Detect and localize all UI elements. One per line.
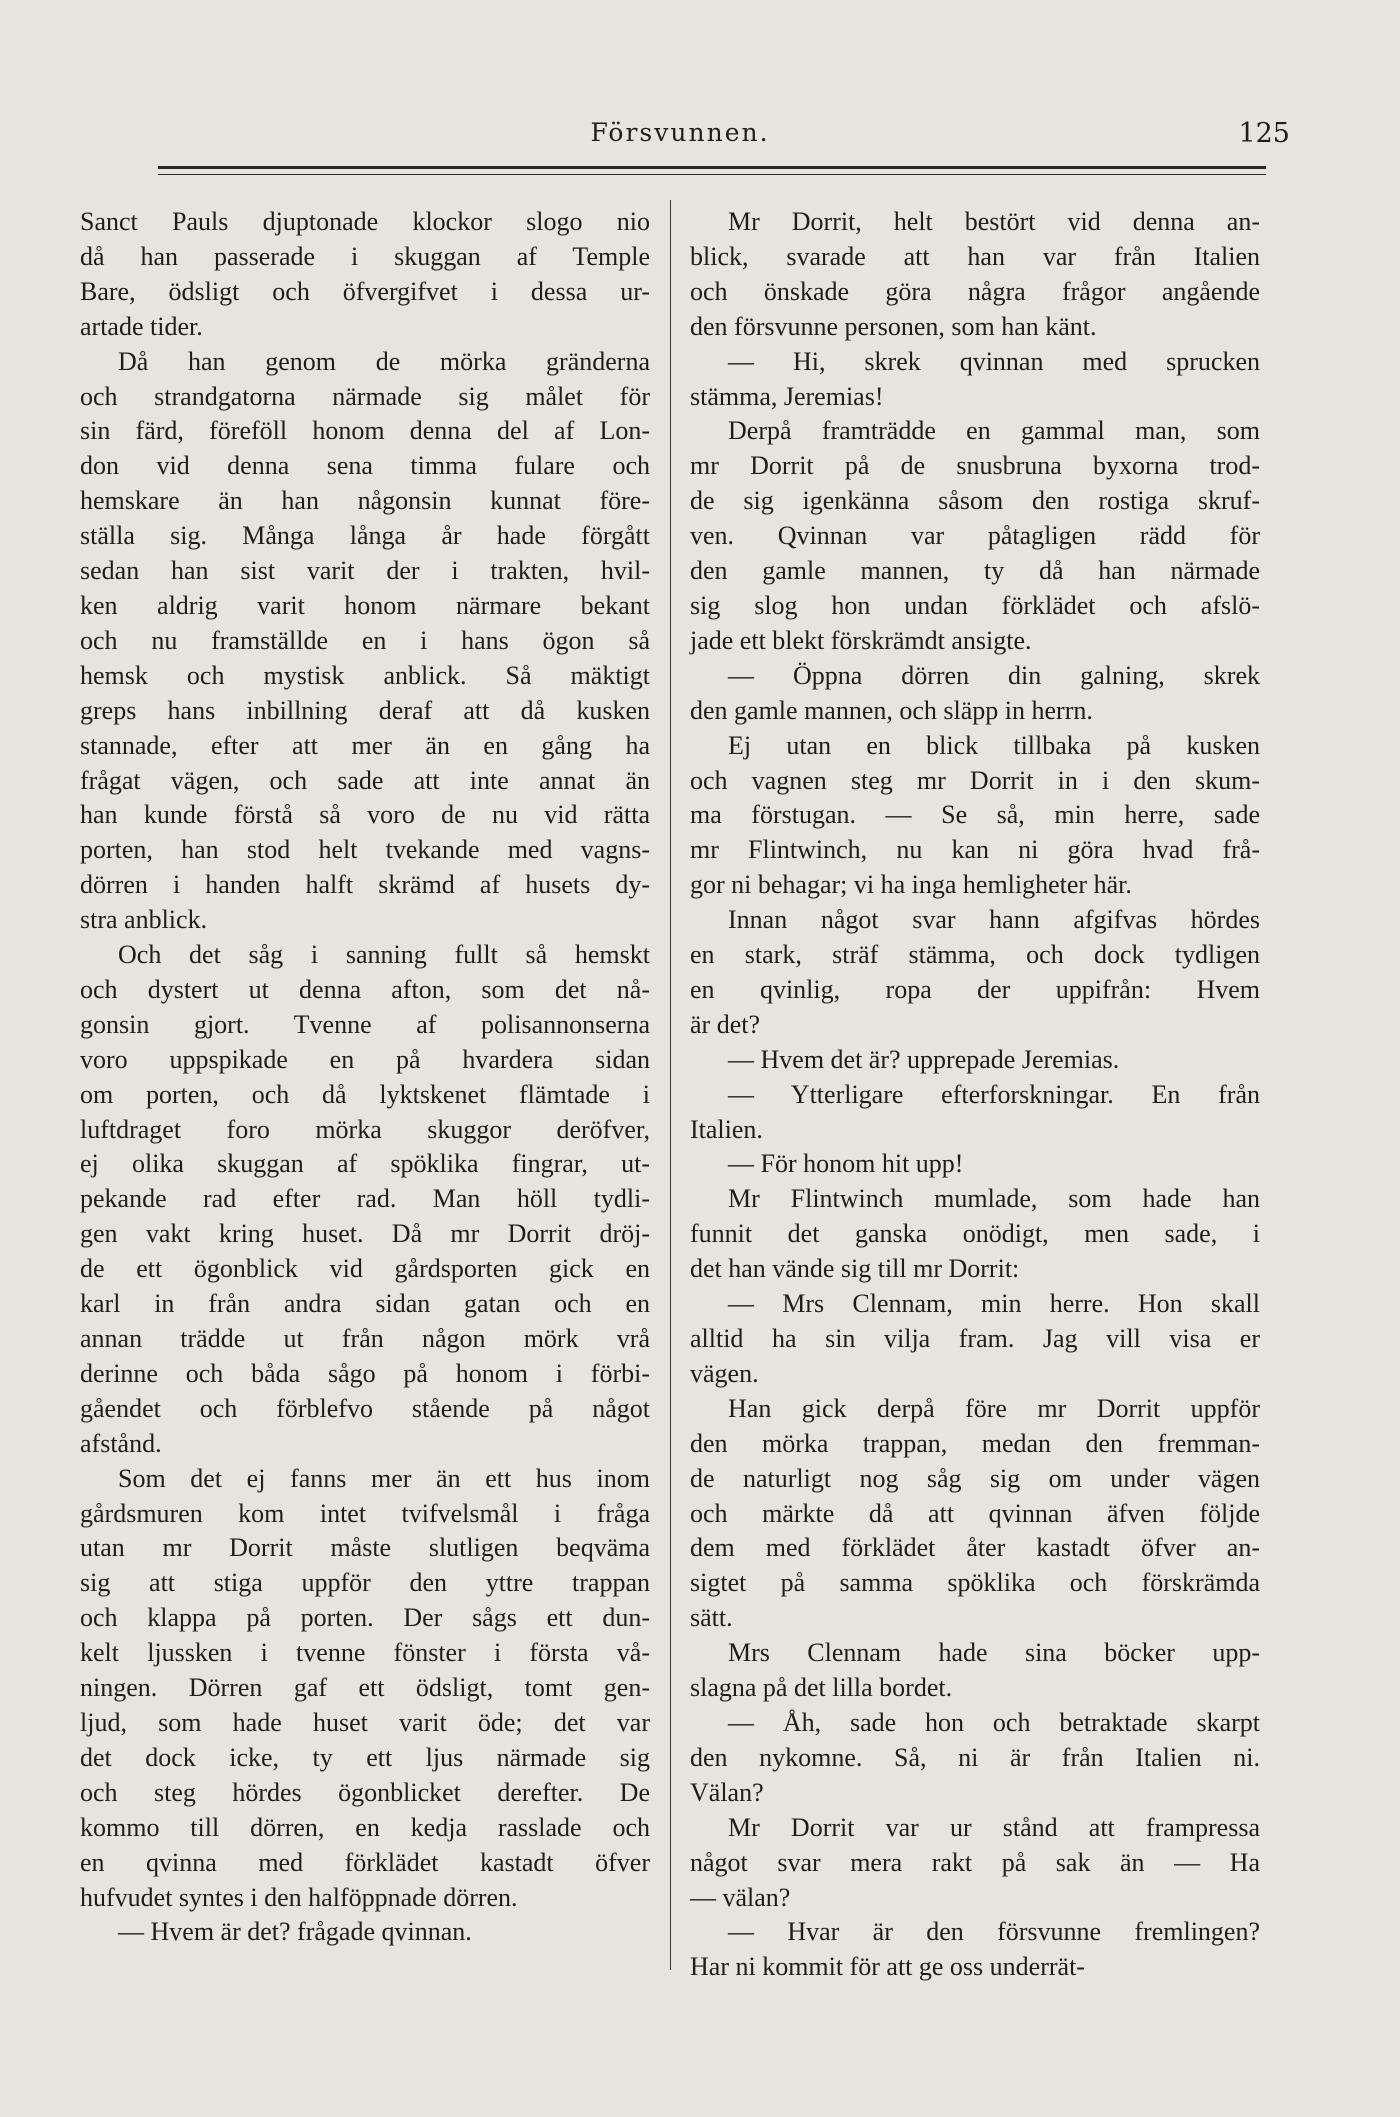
text-line: en qvinlig, ropa der uppifrån: Hvem	[690, 974, 1260, 1004]
text-line: sedan han sist varit der i trakten, hvil-	[80, 556, 650, 586]
text-line: kommo till dörren, en kedja rasslade och	[80, 1812, 650, 1842]
paragraph	[690, 1287, 1260, 1392]
text-line: den gamle mannen, och släpp in herrn.	[690, 695, 1093, 725]
text-line: Bare, ödsligt och öfvergifvet i dessa ur-	[80, 276, 650, 306]
text-line: gårdsmuren kom intet tvifvelsmål i fråga	[80, 1498, 650, 1528]
text-line: sig slog hon undan förklädet och afslö-	[690, 590, 1260, 620]
text-line: — Hi, skrek qvinnan med sprucken	[728, 346, 1260, 376]
text-line: gåendet och förblefvo stående på något	[80, 1393, 650, 1423]
text-line: — välan?	[690, 1882, 791, 1912]
text-line: artade tider.	[80, 311, 203, 341]
text-line: vägen.	[690, 1358, 759, 1388]
text-line: hufvudet syntes i den halföppnade dörren.	[80, 1882, 518, 1912]
paragraph	[690, 345, 1260, 415]
text-line: Som det ej fanns mer än ett hus inom	[118, 1463, 650, 1493]
text-line: afstånd.	[80, 1428, 162, 1458]
text-line: dörren i handen halft skrämd af husets dy-	[80, 870, 650, 900]
text-line: sig att stiga uppför den yttre trappan	[80, 1568, 650, 1598]
text-line: slagna på det lilla bordet.	[690, 1673, 953, 1703]
text-line: Derpå framträdde en gammal man, som	[728, 416, 1260, 446]
text-line: är det?	[690, 1009, 761, 1039]
paragraph	[690, 1636, 1260, 1706]
text-line: en stark, sträf stämma, och dock tydligen	[690, 940, 1260, 970]
text-line: stra anblick.	[80, 905, 208, 935]
page-number: 125	[1238, 118, 1290, 149]
text-line: Och det såg i sanning fullt så hemskt	[118, 940, 650, 970]
text-line: Mr Dorrit var ur stånd att frampressa	[728, 1812, 1260, 1842]
paragraph	[690, 1915, 1260, 1985]
text-line: — För honom hit upp!	[728, 1149, 964, 1179]
text-line: mr Dorrit på de snusbruna byxorna trod-	[690, 451, 1260, 481]
text-line: greps hans inbillning deraf att då kusken	[80, 695, 650, 725]
text-line: den mörka trappan, medan den fremman-	[690, 1428, 1260, 1458]
text-line: derinne och båda sågo på honom i förbi-	[80, 1358, 650, 1388]
text-line: de sig igenkänna såsom den rostiga skruf-	[690, 486, 1260, 516]
paragraph	[690, 414, 1260, 658]
text-line: då han passerade i skuggan af Temple	[80, 241, 650, 271]
text-line: ven. Qvinnan var påtagligen rädd för	[690, 521, 1260, 551]
header-rule-thick	[158, 166, 1266, 169]
header-rule-thin	[158, 174, 1266, 175]
text-line: ställa sig. Många långa år hade förgått	[80, 521, 650, 551]
text-line: alltid ha sin vilja fram. Jag vill visa er	[690, 1324, 1260, 1353]
text-line: — Öppna dörren din galning, skrek	[728, 660, 1260, 690]
paragraph	[690, 903, 1260, 1043]
paragraph	[690, 1811, 1260, 1916]
text-line: och vagnen steg mr Dorrit in i den skum-	[690, 765, 1260, 795]
text-line: frågat vägen, och sade att inte annat än	[80, 765, 650, 795]
paragraph	[690, 659, 1260, 729]
text-line: och strandgatorna närmade sig målet för	[80, 381, 650, 411]
right-column	[690, 205, 1260, 1985]
text-line: den gamle mannen, ty då han närmade	[690, 556, 1260, 586]
paragraph	[80, 205, 650, 345]
text-line: det dock icke, ty ett ljus närmade sig	[80, 1742, 650, 1772]
text-line: och klappa på porten. Der sågs ett dun-	[80, 1603, 650, 1633]
text-line: ljud, som hade huset varit öde; det var	[80, 1707, 650, 1737]
paragraph	[80, 1462, 650, 1916]
text-line: ningen. Dörren gaf ett ödsligt, tomt gen-	[80, 1673, 650, 1703]
text-line: voro uppspikade en på hvardera sidan	[80, 1044, 650, 1074]
text-line: Då han genom de mörka gränderna	[118, 346, 650, 376]
text-line: annan trädde ut från någon mörk vrå	[80, 1324, 650, 1353]
text-line: och märkte då att qvinnan äfven följde	[690, 1498, 1260, 1528]
text-line: — Ytterligare efterforskningar. En från	[728, 1079, 1260, 1109]
text-line: och dystert ut denna afton, som det nå-	[80, 974, 650, 1004]
text-line: gonsin gjort. Tvenne af polisannonserna	[80, 1009, 650, 1039]
text-line: luftdraget foro mörka skuggor deröfver,	[80, 1114, 650, 1144]
paragraph	[690, 1392, 1260, 1636]
text-line: don vid denna sena timma fulare och	[80, 451, 650, 481]
text-line: om porten, och då lyktskenet flämtade i	[80, 1079, 650, 1109]
text-line: Innan något svar hann afgifvas hördes	[728, 905, 1260, 935]
text-line: Har ni kommit för att ge oss underrät-	[690, 1952, 1085, 1982]
text-line: Ej utan en blick tillbaka på kusken	[728, 730, 1260, 760]
text-line: ken aldrig varit honom närmare bekant	[80, 590, 650, 620]
paragraph	[690, 729, 1260, 904]
text-line: gor ni behagar; vi ha inga hemligheter här.	[690, 870, 1132, 900]
text-line: dem med förklädet åter kastadt öfver an-	[690, 1533, 1260, 1563]
text-line: — Hvem är det? frågade qvinnan.	[118, 1917, 472, 1947]
text-line: Sanct Pauls djuptonade klockor slogo nio	[80, 207, 650, 236]
text-line: porten, han stod helt tvekande med vagns-	[80, 835, 650, 865]
text-line: han kunde förstå så voro de nu vid rätta	[80, 800, 650, 830]
text-line: utan mr Dorrit måste slutligen beqväma	[80, 1533, 650, 1563]
text-line: stannade, efter att mer än en gång ha	[80, 730, 650, 760]
text-line: — Hvem det är? upprepade Jeremias.	[728, 1044, 1120, 1074]
paragraph	[690, 1043, 1260, 1078]
paragraph	[80, 345, 650, 938]
text-line: — Hvar är den försvunne fremlingen?	[728, 1917, 1260, 1947]
text-line: de naturligt nog såg sig om under vägen	[690, 1463, 1260, 1493]
text-line: och steg hördes ögonblicket derefter. De	[80, 1777, 650, 1807]
text-line: hemskare än han någonsin kunnat före-	[80, 486, 650, 516]
text-line: — Åh, sade hon och betraktade skarpt	[728, 1707, 1260, 1737]
left-column	[80, 205, 650, 1950]
paragraph	[690, 205, 1260, 345]
text-line: Mr Dorrit, helt bestört vid denna an-	[728, 207, 1260, 236]
paragraph	[80, 1915, 650, 1950]
paragraph	[80, 938, 650, 1462]
text-line: och nu framställde en i hans ögon så	[80, 625, 650, 655]
paragraph	[690, 1706, 1260, 1811]
text-line: blick, svarade att han var från Italien	[690, 241, 1260, 271]
text-line: ej olika skuggan af spöklika fingrar, ut-	[80, 1149, 650, 1179]
column-divider	[670, 200, 671, 1970]
text-line: Mr Flintwinch mumlade, som hade han	[728, 1184, 1260, 1214]
paragraph	[690, 1147, 1260, 1182]
paragraph	[690, 1182, 1260, 1287]
text-line: sigtet på samma spöklika och förskrämda	[690, 1568, 1260, 1598]
text-line: kelt ljussken i tvenne fönster i första vå-	[80, 1638, 650, 1668]
text-line: en qvinna med förklädet kastadt öfver	[80, 1847, 650, 1877]
text-line: Mrs Clennam hade sina böcker upp-	[728, 1638, 1260, 1668]
text-line: karl in från andra sidan gatan och en	[80, 1289, 650, 1319]
text-line: den försvunne personen, som han känt.	[690, 311, 1097, 341]
text-line: Välan?	[690, 1777, 764, 1807]
text-line: Italien.	[690, 1114, 763, 1144]
running-title: Försvunnen.	[590, 118, 770, 147]
text-line: — Mrs Clennam, min herre. Hon skall	[728, 1289, 1260, 1319]
text-line: sätt.	[690, 1603, 733, 1633]
text-line: stämma, Jeremias!	[690, 381, 884, 411]
text-line: det han vände sig till mr Dorrit:	[690, 1254, 1020, 1284]
text-line: jade ett blekt förskrämdt ansigte.	[690, 625, 1032, 655]
text-line: hemsk och mystisk anblick. Så mäktigt	[80, 660, 650, 690]
text-line: de ett ögonblick vid gårdsporten gick en	[80, 1254, 650, 1284]
text-line: gen vakt kring huset. Då mr Dorrit dröj-	[80, 1219, 650, 1249]
text-line: sin färd, föreföll honom denna del af Lon-	[80, 416, 650, 446]
text-line: något svar mera rakt på sak än — Ha	[690, 1847, 1260, 1877]
text-line: mr Flintwinch, nu kan ni göra hvad frå-	[690, 835, 1260, 865]
text-line: Han gick derpå före mr Dorrit uppför	[728, 1393, 1260, 1423]
text-line: den nykomne. Så, ni är från Italien ni.	[690, 1742, 1260, 1772]
paragraph	[690, 1078, 1260, 1148]
text-line: pekande rad efter rad. Man höll tydli-	[80, 1184, 650, 1214]
text-line: och önskade göra några frågor angående	[690, 276, 1260, 306]
text-line: funnit det ganska onödigt, men sade, i	[690, 1219, 1260, 1249]
text-line: ma förstugan. — Se så, min herre, sade	[690, 800, 1260, 830]
